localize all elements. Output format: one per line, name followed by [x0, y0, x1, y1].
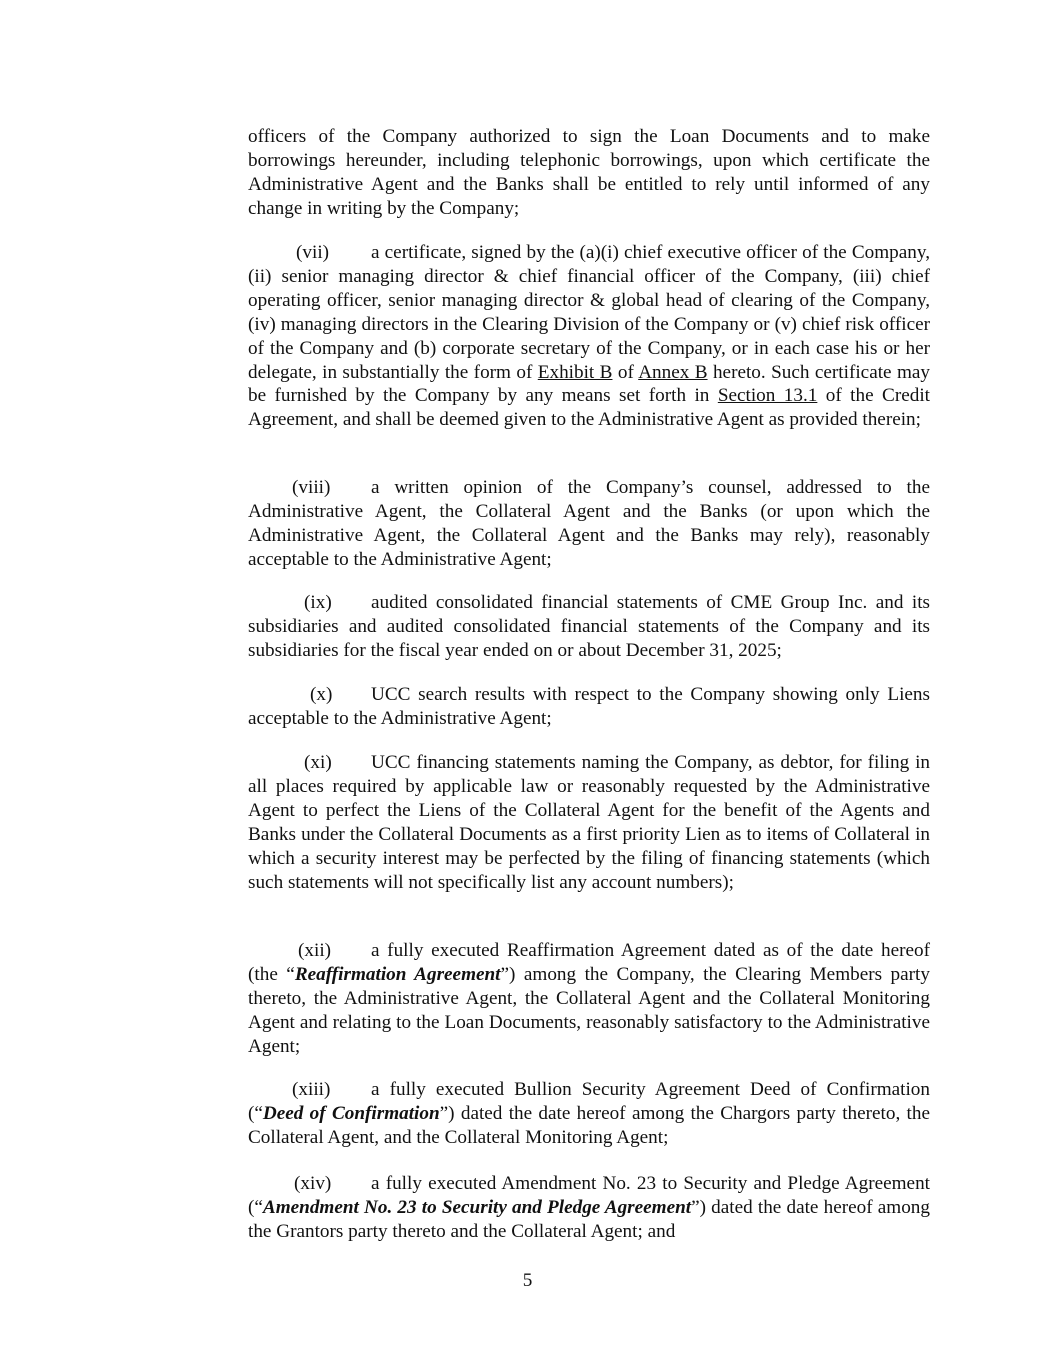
item-label: (viii) [292, 477, 331, 498]
paragraph-text: a fully executed Bullion Security Agreement Deed of Confirmation (“ [248, 1079, 930, 1124]
item-label: (vii) [296, 242, 330, 263]
paragraph-text: hereto. Such certificate may be furnished by the Company by any means set forth in [248, 361, 930, 407]
paragraph-ix [248, 591, 930, 663]
item-label: (xi) [304, 752, 332, 773]
paragraph-vii [248, 241, 930, 432]
paragraph-text: a certificate, signed by the (a)(i) chief executive officer of the Company, (ii) senior managing director & chief financial officer of the Company, (iii) chief operating officer, senior managing director & global head of clearing of the Company, (iv) managing directors in the Clearing Division of the Company or (v) chief risk officer of the Company and (b) corporate secretary of the Company, or in each case his or her delegate, in substantially the form of [248, 242, 930, 383]
paragraph-text: of the Credit Agreement, and shall be deemed given to the Administrative Agent as provided therein; [248, 385, 930, 431]
paragraph-text: UCC search results with respect to the Company showing only Liens acceptable to the Administrative Agent; [248, 684, 930, 729]
item-label: (x) [310, 684, 333, 705]
paragraph-viii [248, 476, 930, 572]
item-label: (xiv) [294, 1173, 332, 1194]
paragraph-continuation [248, 125, 930, 221]
defined-term-deed-of-confirmation: Deed of Confirmation [262, 1102, 440, 1124]
paragraph-xiv [248, 1172, 930, 1244]
paragraph-x [248, 683, 930, 731]
paragraph-xiii [248, 1078, 930, 1150]
section-13-1-reference: Section 13.1 [717, 385, 818, 407]
paragraph-text: a fully executed Amendment No. 23 to Security and Pledge Agreement (“ [248, 1173, 930, 1218]
paragraph-text: ”) among the Company, the Clearing Members party thereto, the Administrative Agent, the Collateral Agent and the Collateral Monitoring Agent and relating to the Loan Documents, reasonably satisfactory to the Administrative Agent; [248, 963, 930, 1057]
paragraph-text: ”) dated the date hereof among the Chargors party thereto, the Collateral Agent, and the Collateral Monitoring Agent; [248, 1102, 930, 1148]
exhibit-b-reference: Exhibit B [537, 361, 613, 383]
paragraph-text: officers of the Company authorized to sign the Loan Documents and to make borrowings hereunder, including telephonic borrowings, upon which certificate the Administrative Agent and the Banks shall be entitled to rely until informed of any change in writing by the Company; [248, 126, 930, 219]
paragraph-text: of [612, 361, 639, 383]
paragraph-text: UCC financing statements naming the Company, as debtor, for filing in all places required by applicable law or reasonably requested by the Administrative Agent to perfect the Liens of the Collateral Agent for the benefit of the Agents and Banks under the Collateral Documents as a first priority Lien as to items of Collateral in which a security interest may be perfected by the filing of financing statements (which such statements will not specifically list any account numbers); [248, 752, 930, 893]
defined-term-amendment-no-23: Amendment No. 23 to Security and Pledge Agreement [262, 1196, 692, 1218]
annex-b-reference: Annex B [638, 361, 708, 383]
paragraph-text: a written opinion of the Company’s counsel, addressed to the Administrative Agent, the Collateral Agent and the Banks (or upon which the Administrative Agent, the Collateral Agent and the Banks may rely), reasonably acceptable to the Administrative Agent; [248, 477, 930, 570]
defined-term-reaffirmation-agreement: Reaffirmation Agreement [294, 963, 501, 985]
item-label: (ix) [304, 592, 332, 613]
page-number: 5 [522, 1270, 533, 1291]
paragraph-text: a fully executed Reaffirmation Agreement dated as of the date hereof (the “ [248, 940, 930, 985]
paragraph-xii [248, 939, 930, 1059]
paragraph-text: ”) dated the date hereof among the Grantors party thereto and the Collateral Agent; and [248, 1196, 930, 1242]
item-label: (xiii) [292, 1079, 331, 1100]
paragraph-xi [248, 751, 930, 894]
item-label: (xii) [298, 940, 332, 961]
paragraph-text: audited consolidated financial statements of CME Group Inc. and its subsidiaries and audited consolidated financial statements of the Company and its subsidiaries for the fiscal year ended on or about December 31, 2025; [248, 592, 930, 661]
